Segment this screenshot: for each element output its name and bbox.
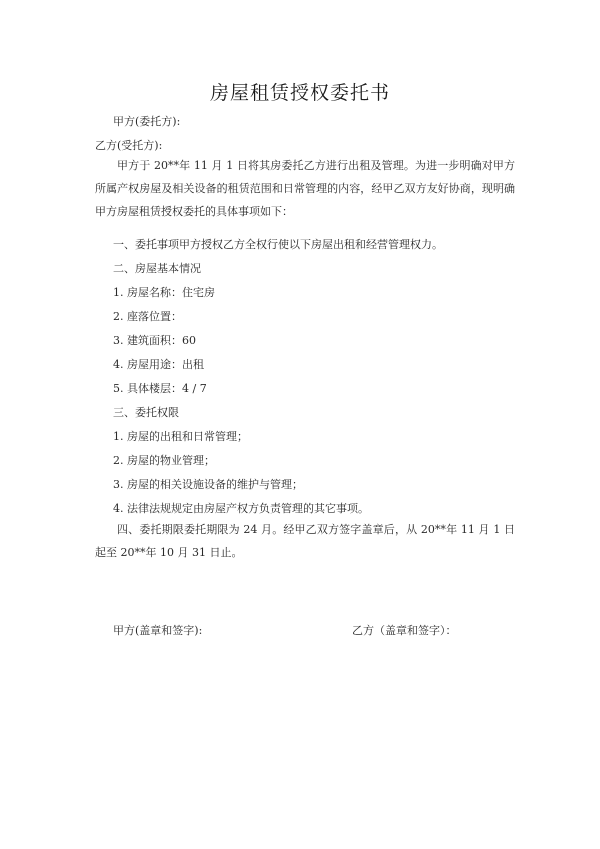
property-item: 4. 房屋用途：出租 (113, 358, 204, 371)
section4-paragraph: 四、委托期限委托期限为 24 月。经甲乙双方签字盖章后，从 20**年 11 月 1 日起至 20**年 10 月 31 日止。 (95, 523, 515, 559)
property-item: 5. 具体楼层：4 / 7 (113, 382, 207, 395)
intro-paragraph: 甲方于 20**年 11 月 1 日将其房委托乙方进行出租及管理。为进一步明确对甲方所属产权房屋及相关设备的租赁范围和日常管理的内容，经甲乙双方友好协商，现明确甲方房屋租赁授权委托的具体事项如下： (95, 159, 515, 218)
signature-party-b: 乙方（盖章和签字）： (352, 624, 457, 637)
property-item: 3. 建筑面积：60 (113, 334, 196, 347)
party-a-label: 甲方(委托方): (113, 115, 181, 128)
property-item: 2. 座落位置： (113, 310, 182, 323)
section2-heading: 二、房屋基本情况 (113, 262, 201, 275)
section3-heading: 三、委托权限 (113, 406, 179, 419)
signature-party-a: 甲方(盖章和签字): (113, 624, 203, 637)
party-b-label: 乙方(受托方): (95, 139, 163, 152)
authority-item: 2. 房屋的物业管理； (113, 454, 215, 467)
authority-item: 4. 法律法规规定由房屋产权方负责管理的其它事项。 (113, 502, 369, 515)
authority-item: 3. 房屋的相关设施设备的维护与管理； (113, 478, 303, 491)
property-item: 1. 房屋名称：住宅房 (113, 286, 215, 299)
document-title: 房屋租赁授权委托书 (209, 82, 390, 104)
authority-item: 1. 房屋的出租和日常管理； (113, 430, 248, 443)
section1-text: 一、委托事项甲方授权乙方全权行使以下房屋出租和经营管理权力。 (113, 238, 443, 251)
